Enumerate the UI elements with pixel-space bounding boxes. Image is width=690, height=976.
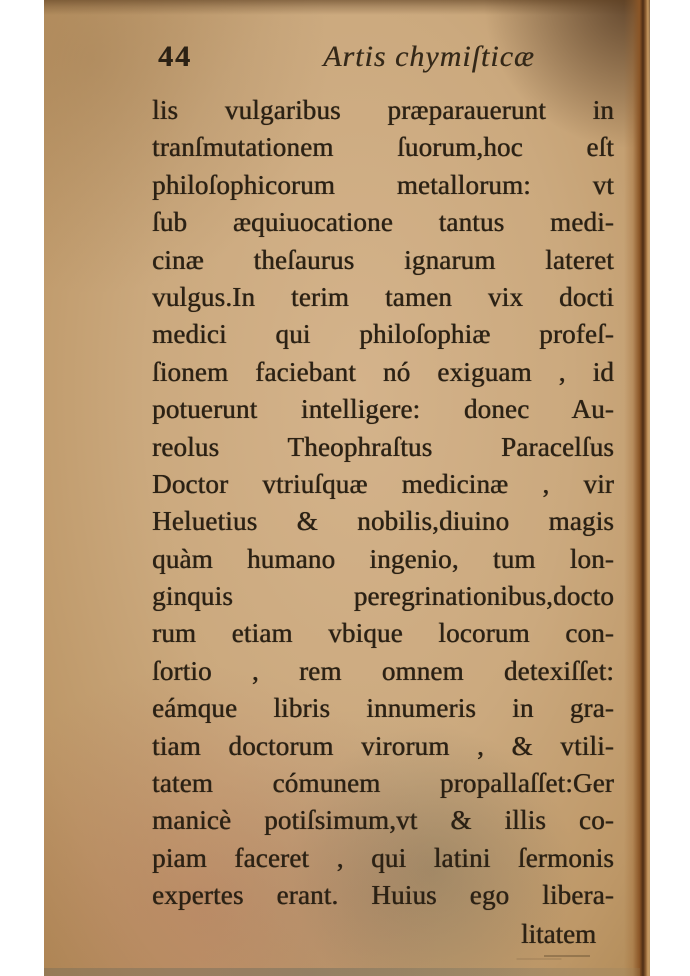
body-line: ſortio , rem omnem detexiſſet: [152,655,614,686]
page-content [152,40,614,953]
body-line: lis vulgaribus præparauerunt in [152,95,614,125]
body-line: potuerunt intelligere: donec Au- [152,394,614,425]
body-line: medici qui philoſophiæ profeſ- [152,319,614,350]
body-line: ſub æquiuocatione tantus medi- [152,207,614,238]
page-number: 44 [158,40,192,73]
running-header: Artis chymiſticæ [323,40,535,73]
body-text [152,92,614,953]
page-header [152,40,614,84]
body-line: quàm humano ingenio, tum lon- [152,543,614,574]
body-line: cinæ theſaurus ignarum lateret [152,244,614,275]
body-line: ginquis peregrinationibus,docto [152,581,614,612]
body-line: Heluetius & nobilis,diuino magis [152,506,614,537]
page-edge-shadow [624,0,650,976]
body-line: philoſophicorum metallorum: vt [152,169,614,200]
catchword: litatem [521,918,596,949]
body-line: Doctor vtriuſquæ medicinæ , vir [152,468,614,499]
body-line: ſionem faciebant nó exiguam , id [152,356,614,387]
scanned-page [44,0,650,976]
body-line: manicè potiſsimum,vt & illis co- [152,805,614,836]
body-line: piam faceret , qui latini ſermonis [152,842,614,873]
body-line: tatem cómunem propallaſſet:Ger [152,768,614,799]
body-line: reolus Theophraſtus Paracelſus [152,431,614,462]
scanner-bed-strip [44,968,640,976]
body-line: rum etiam vbique locorum con- [152,618,614,649]
body-line: tranſmutationem ſuorum,hoc eſt [152,132,614,163]
body-line: vulgus.In terim tamen vix docti [152,281,614,312]
body-line: eámque libris innumeris in gra- [152,693,614,724]
body-line: tiam doctorum virorum , & vtili- [152,730,614,761]
body-line: expertes erant. Huius ego libera- [152,880,614,911]
catchword-underline-marks [544,955,590,957]
